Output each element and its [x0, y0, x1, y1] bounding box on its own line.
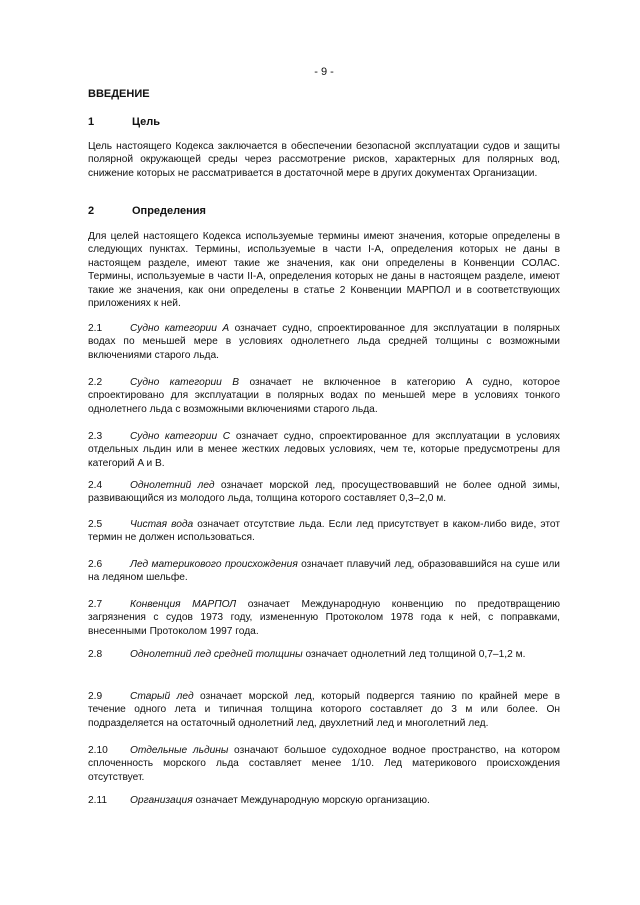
definition-item [88, 322, 560, 362]
definition-text: означает однолетний лед толщиной 0,7–1,2 м. [302, 649, 526, 660]
definition-number: 2.1 [88, 323, 103, 334]
definition-number: 2.4 [88, 480, 103, 491]
definition-item [88, 430, 560, 470]
definition-number: 2.2 [88, 377, 103, 388]
definition-number: 2.3 [88, 431, 103, 442]
definition-item [88, 690, 560, 730]
definition-item [88, 479, 560, 506]
definition-term: Отдельные льдины [130, 745, 229, 756]
definition-item [88, 744, 560, 784]
definition-item [88, 648, 560, 661]
page-title: ВВЕДЕНИЕ [88, 88, 150, 100]
definition-text: означает Международную морскую организацию. [192, 795, 430, 806]
definition-term: Организация [130, 795, 193, 806]
definition-term: Судно категории B [130, 377, 240, 388]
section-paragraph-1: Цель настоящего Кодекса заключается в обеспечении безопасной эксплуатации судов и защиты полярной окружающей среды через рассмотрение рисков, характерных для полярных вод, снижение которых не рассматривается в достаточной мере в других документах Организации. [88, 141, 560, 179]
definition-term: Судно категории A [130, 323, 230, 334]
page-number: - 9 - [314, 66, 334, 78]
section-heading-1 [88, 116, 160, 128]
definition-number: 2.10 [88, 745, 108, 756]
definition-text: означает отсутствие льда. Если лед присутствует в каком-либо виде, этот термин не должен использоваться. [88, 519, 560, 544]
definition-term: Однолетний лед средней толщины [130, 649, 303, 660]
definition-number: 2.8 [88, 649, 103, 660]
definition-text: означает судно, спроектированное для эксплуатации в условиях отдельных льдин или в менее жестких ледовых условиях, чем те, которые предусмотрены для категорий A и B. [88, 431, 560, 469]
section-title: Цель [132, 116, 161, 128]
definition-term: Однолетний лед [130, 480, 215, 491]
section-number: 2 [88, 205, 95, 217]
definition-term: Лед материкового происхождения [130, 559, 298, 570]
definition-text: означает морской лед, просуществовавший не более одной зимы, развивающийся из молодого льда, толщина которого составляет 0,3–2,0 м. [88, 480, 560, 505]
definition-item [88, 598, 560, 638]
definition-number: 2.7 [88, 599, 103, 610]
definition-number: 2.9 [88, 691, 103, 702]
definition-term: Старый лед [130, 691, 194, 702]
definition-number: 2.6 [88, 559, 103, 570]
definition-text: означают большое судоходное водное пространство, на котором сплоченность морского льда составляет менее 1/10. Лед материкового происхождения отсутствует. [88, 745, 560, 783]
definition-term: Чистая вода [130, 519, 194, 530]
definition-text: означает морской лед, который подвергся таянию по крайней мере в течение одного лета и типичная толщина которого составляет до 3 м или более. Он подразделяется на остаточный однолетний лед, двухлетний лед и многолетний лед. [88, 691, 561, 729]
definition-term: Судно категории C [130, 431, 231, 442]
definition-item [88, 376, 560, 416]
definition-number: 2.11 [88, 795, 108, 806]
section-heading-2 [88, 205, 206, 217]
section-number: 1 [88, 116, 95, 128]
definition-text: означает не включенное в категорию A судно, которое спроектировано для эксплуатации в полярных водах по меньшей мере в условиях тонкого однолетнего льда с возможными включениями старого льда. [88, 377, 560, 415]
definition-item [88, 518, 560, 545]
definition-number: 2.5 [88, 519, 103, 530]
definition-term: Конвенция МАРПОЛ [130, 599, 237, 610]
definition-text: означает судно, спроектированное для эксплуатации в полярных водах по меньшей мере в условиях однолетнего льда средней толщины с возможными включениями старого льда. [88, 323, 560, 361]
definition-item [88, 558, 560, 585]
section-title: Определения [132, 205, 206, 217]
definition-item [88, 794, 560, 807]
definition-text: означает Международную конвенцию по предотвращению загрязнения с судов 1973 году, измененную Протоколом 1978 года к ней, с поправками, внесенными Протоколом 1997 года. [88, 599, 560, 637]
definition-text: означает плавучий лед, образовавшийся на суше или на ледяном шельфе. [88, 559, 560, 584]
section-paragraph-2: Для целей настоящего Кодекса используемые термины имеют значения, которые определены в следующих пунктах. Термины, используемые в части I-A, определения которых не даны в настоящем разделе, имеют такие же значения, как они определены в Конвенции СОЛАС. Термины, используемые в части II-A, определения которых не даны в настоящем разделе, имеют такие же значения, как они определены в статье 2 Конвенции МАРПОЛ и в соответствующих приложениях к ней. [88, 231, 560, 310]
